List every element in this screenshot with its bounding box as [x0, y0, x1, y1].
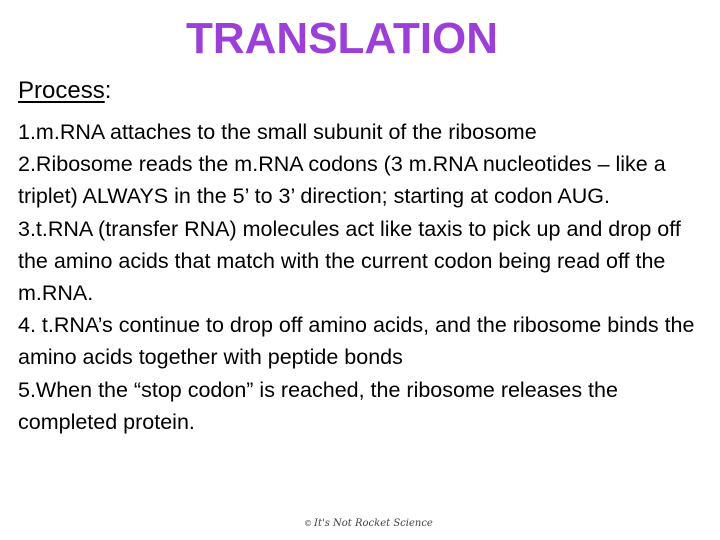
step-4: 4. t.RNA’s continue to drop off amino acids, and the ribosome binds the amino acids together with peptide bonds: [18, 313, 695, 370]
process-heading-colon: :: [104, 77, 112, 104]
slide-title: TRANSLATION: [186, 14, 499, 63]
footer-watermark: [304, 517, 433, 531]
step-3: 3.t.RNA (transfer RNA) molecules act like taxis to pick up and drop off the amino acids that match with the current codon being read off the m.RNA.: [18, 216, 681, 306]
footer-watermark-text: It's Not Rocket Science: [314, 518, 433, 529]
step-2: 2.Ribosome reads the m.RNA codons (3 m.RNA nucleotides – like a triplet) ALWAYS in the 5’ to 3’ direction; starting at codon AUG.: [18, 152, 666, 209]
process-heading: [18, 74, 111, 108]
step-1: 1.m.RNA attaches to the small subunit of the ribosome: [18, 120, 537, 144]
copyright-symbol: ©: [304, 519, 312, 528]
steps-list: [18, 116, 714, 438]
step-5: 5.When the “stop codon” is reached, the ribosome releases the completed protein.: [18, 377, 618, 434]
process-heading-word: Process: [18, 77, 105, 104]
